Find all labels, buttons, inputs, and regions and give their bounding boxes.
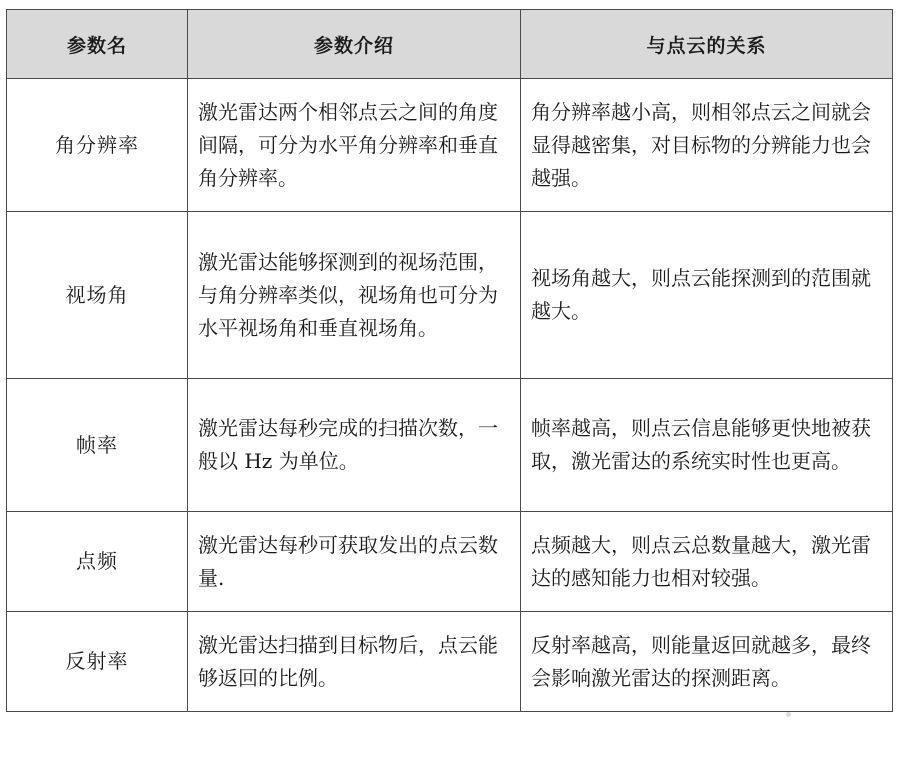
header-param-name: 参数名 [7,10,188,79]
param-desc-cell: 激光雷达每秒完成的扫描次数，一般以 Hz 为单位。 [188,379,521,512]
param-desc-cell: 激光雷达能够探测到的视场范围，与角分辨率类似，视场角也可分为水平视场角和垂直视场角。 [188,212,521,379]
param-relation-cell: 点频越大，则点云总数量越大，激光雷达的感知能力也相对较强。 [521,512,893,612]
param-desc-cell: 激光雷达扫描到目标物后，点云能够返回的比例。 [188,612,521,712]
param-relation-cell: 反射率越高，则能量返回就越多，最终会影响激光雷达的探测距离。 [521,612,893,712]
table-row-field-of-view [7,212,893,379]
header-row [7,10,893,79]
param-desc-cell: 激光雷达每秒可获取发出的点云数量. [188,512,521,612]
decorative-dot [786,712,791,717]
table-row-point-rate [7,512,893,612]
param-name-cell: 帧率 [7,379,188,512]
param-name-cell: 视场角 [7,212,188,379]
table-body [7,79,893,712]
param-relation-cell: 视场角越大，则点云能探测到的范围就越大。 [521,212,893,379]
header-relation: 与点云的关系 [521,10,893,79]
param-relation-cell: 角分辨率越小高，则相邻点云之间就会显得越密集，对目标物的分辨能力也会越强。 [521,79,893,212]
header-param-desc: 参数介绍 [188,10,521,79]
table-row-reflectivity [7,612,893,712]
table-row-angular-resolution [7,79,893,212]
param-relation-cell: 帧率越高，则点云信息能够更快地被获取，激光雷达的系统实时性也更高。 [521,379,893,512]
param-name-cell: 反射率 [7,612,188,712]
table-header [7,10,893,79]
param-name-cell: 点频 [7,512,188,612]
parameter-table [6,9,893,712]
lidar-parameter-table [6,9,892,712]
table-row-frame-rate [7,379,893,512]
param-name-cell: 角分辨率 [7,79,188,212]
param-desc-cell: 激光雷达两个相邻点云之间的角度间隔，可分为水平角分辨率和垂直角分辨率。 [188,79,521,212]
